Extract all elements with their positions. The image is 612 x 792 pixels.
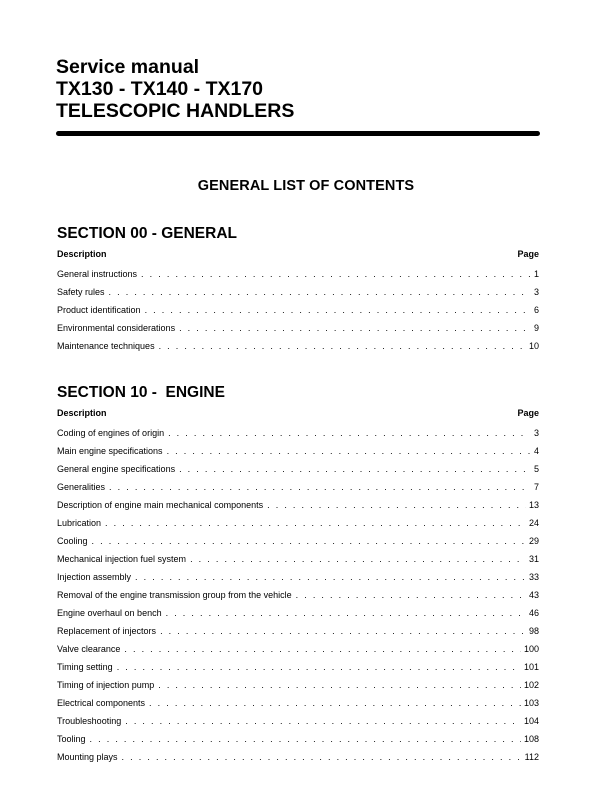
description-column-header: Description bbox=[57, 249, 107, 259]
toc-entries bbox=[57, 428, 539, 770]
column-headers bbox=[57, 408, 539, 419]
toc-entry-label: Main engine specifications bbox=[57, 446, 163, 456]
page-column-header: Page bbox=[517, 408, 539, 418]
dot-leader bbox=[141, 269, 530, 280]
dot-leader bbox=[124, 644, 521, 655]
toc-entry-page: 6 bbox=[533, 305, 539, 315]
description-column-header: Description bbox=[57, 408, 107, 418]
toc-entry-label: Lubrication bbox=[57, 518, 102, 528]
toc-entry bbox=[57, 752, 539, 770]
toc-entry bbox=[57, 572, 539, 590]
toc-entry-label: Troubleshooting bbox=[57, 716, 122, 726]
toc-entry-label: Cooling bbox=[57, 536, 88, 546]
toc-entry-label: General instructions bbox=[57, 269, 138, 279]
toc-entry bbox=[57, 536, 539, 554]
toc-entry-page: 112 bbox=[524, 752, 539, 762]
toc-entry bbox=[57, 428, 539, 446]
title-line-product: TELESCOPIC HANDLERS bbox=[56, 100, 295, 122]
toc-entry bbox=[57, 716, 539, 734]
toc-entry-page: 101 bbox=[523, 662, 539, 672]
dot-leader bbox=[167, 446, 530, 457]
dot-leader bbox=[166, 608, 526, 619]
dot-leader bbox=[92, 536, 526, 547]
manual-title bbox=[56, 56, 294, 122]
toc-entry bbox=[57, 662, 539, 680]
dot-leader bbox=[158, 680, 521, 691]
toc-entry bbox=[57, 608, 539, 626]
toc-entry-page: 4 bbox=[533, 446, 539, 456]
toc-entry-page: 100 bbox=[523, 644, 539, 654]
toc-entry-label: Injection assembly bbox=[57, 572, 132, 582]
title-line-models: TX130 - TX140 - TX170 bbox=[56, 78, 264, 100]
section-title: SECTION 10 - ENGINE bbox=[57, 384, 225, 401]
dot-leader bbox=[149, 698, 521, 709]
toc-entry-page: 3 bbox=[533, 287, 539, 297]
toc-entry-label: Mechanical injection fuel system bbox=[57, 554, 187, 564]
toc-entry bbox=[57, 341, 539, 359]
toc-entry-label: Tooling bbox=[57, 734, 86, 744]
toc-entry-label: Engine overhaul on bench bbox=[57, 608, 162, 618]
dot-leader bbox=[190, 554, 526, 565]
toc-entry-page: 9 bbox=[533, 323, 539, 333]
toc-entry-page: 98 bbox=[528, 626, 539, 636]
title-divider bbox=[56, 131, 540, 136]
toc-entry bbox=[57, 680, 539, 698]
dot-leader bbox=[122, 752, 522, 763]
toc-entry-page: 13 bbox=[528, 500, 539, 510]
contents-heading: GENERAL LIST OF CONTENTS bbox=[197, 178, 415, 194]
toc-entry-page: 7 bbox=[533, 482, 539, 492]
dot-leader bbox=[267, 500, 526, 511]
dot-leader bbox=[117, 662, 521, 673]
toc-entry-page: 10 bbox=[528, 341, 539, 351]
toc-entry-page: 46 bbox=[528, 608, 539, 618]
toc-entries bbox=[57, 269, 539, 359]
toc-entry-label: Product identification bbox=[57, 305, 141, 315]
toc-entry bbox=[57, 305, 539, 323]
toc-entry bbox=[57, 269, 539, 287]
toc-entry bbox=[57, 698, 539, 716]
toc-entry-label: Maintenance techniques bbox=[57, 341, 155, 351]
toc-entry-label: Mounting plays bbox=[57, 752, 118, 762]
toc-entry bbox=[57, 734, 539, 752]
toc-entry-page: 3 bbox=[533, 428, 539, 438]
toc-entry-page: 102 bbox=[523, 680, 539, 690]
toc-entry-page: 29 bbox=[528, 536, 539, 546]
toc-entry-label: Timing setting bbox=[57, 662, 113, 672]
dot-leader bbox=[159, 341, 526, 352]
toc-entry-page: 104 bbox=[523, 716, 539, 726]
toc-entry-label: Environmental considerations bbox=[57, 323, 176, 333]
toc-entry bbox=[57, 446, 539, 464]
toc-entry bbox=[57, 590, 539, 608]
toc-entry-label: Coding of engines of origin bbox=[57, 428, 165, 438]
toc-entry-page: 108 bbox=[523, 734, 539, 744]
toc-entry-page: 103 bbox=[523, 698, 539, 708]
toc-entry-label: General engine specifications bbox=[57, 464, 176, 474]
dot-leader bbox=[109, 482, 530, 493]
dot-leader bbox=[160, 626, 526, 637]
dot-leader bbox=[109, 287, 530, 298]
section-engine bbox=[57, 384, 539, 770]
toc-entry-label: Removal of the engine transmission group from the vehicle bbox=[57, 590, 292, 600]
dot-leader bbox=[168, 428, 530, 439]
title-line-service-manual: Service manual bbox=[56, 56, 200, 78]
toc-entry-label: Generalities bbox=[57, 482, 106, 492]
dot-leader bbox=[105, 518, 526, 529]
page-column-header: Page bbox=[517, 249, 539, 259]
column-headers bbox=[57, 249, 539, 260]
dot-leader bbox=[135, 572, 526, 583]
toc-entry bbox=[57, 644, 539, 662]
toc-entry bbox=[57, 482, 539, 500]
toc-entry-page: 24 bbox=[528, 518, 539, 528]
toc-entry-label: Safety rules bbox=[57, 287, 105, 297]
toc-entry bbox=[57, 554, 539, 572]
section-title: SECTION 00 - GENERAL bbox=[57, 225, 237, 242]
toc-entry-label: Description of engine main mechanical components bbox=[57, 500, 264, 510]
toc-entry-page: 33 bbox=[528, 572, 539, 582]
dot-leader bbox=[296, 590, 526, 601]
dot-leader bbox=[179, 464, 530, 475]
dot-leader bbox=[145, 305, 530, 316]
toc-entry bbox=[57, 323, 539, 341]
dot-leader bbox=[125, 716, 521, 727]
section-general bbox=[57, 225, 539, 359]
dot-leader bbox=[90, 734, 521, 745]
toc-entry-label: Replacement of injectors bbox=[57, 626, 157, 636]
toc-entry bbox=[57, 500, 539, 518]
toc-entry-page: 1 bbox=[533, 269, 539, 279]
toc-entry-label: Timing of injection pump bbox=[57, 680, 155, 690]
toc-entry-page: 5 bbox=[533, 464, 539, 474]
toc-entry-page: 43 bbox=[528, 590, 539, 600]
toc-entry bbox=[57, 287, 539, 305]
toc-entry-label: Electrical components bbox=[57, 698, 146, 708]
dot-leader bbox=[179, 323, 530, 334]
toc-entry bbox=[57, 464, 539, 482]
toc-entry-page: 31 bbox=[528, 554, 539, 564]
toc-entry-label: Valve clearance bbox=[57, 644, 121, 654]
toc-entry bbox=[57, 626, 539, 644]
toc-entry bbox=[57, 518, 539, 536]
